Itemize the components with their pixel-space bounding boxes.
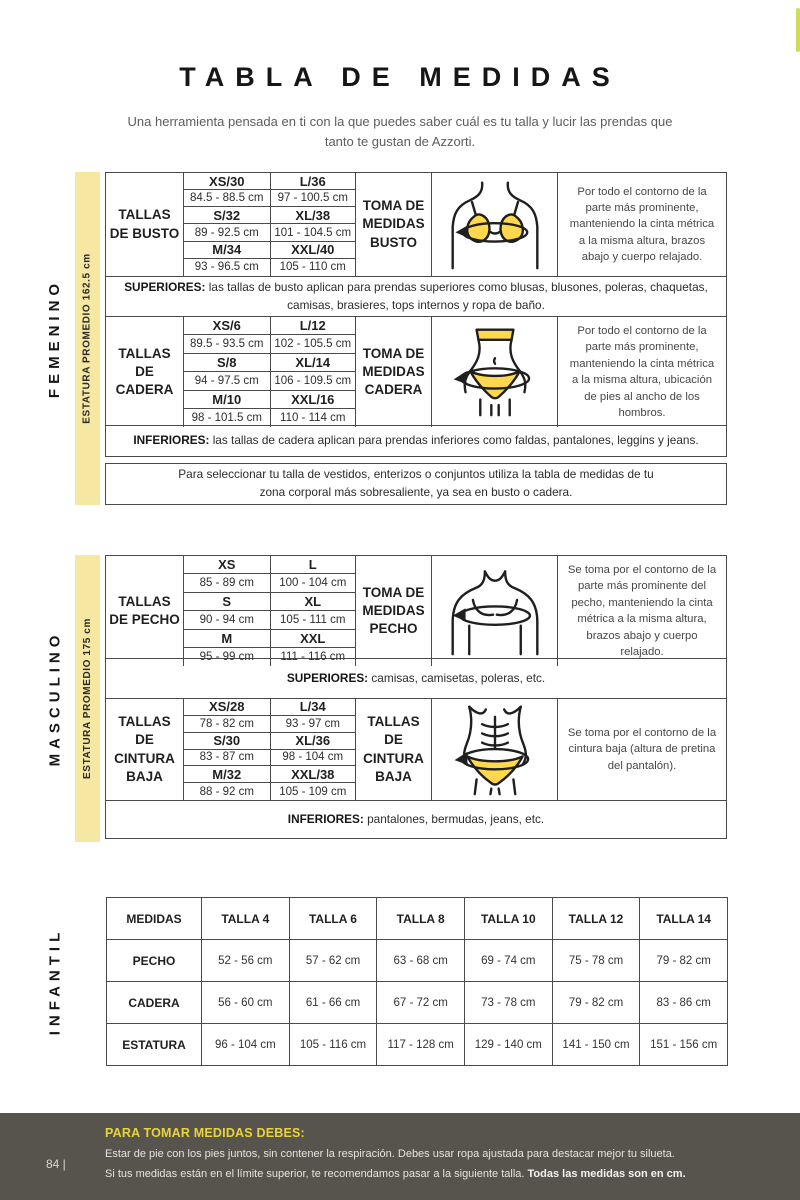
range-cell: 93 - 96.5 cm (194, 261, 259, 274)
male-chest-measure-illustration (439, 565, 551, 657)
range-cell: 111 - 116 cm (270, 648, 356, 666)
footer-line-2-bold: Todas las medidas son en cm. (527, 1167, 686, 1180)
infantil-cell: 61 - 66 cm (290, 982, 378, 1024)
row-label-busto: TALLAS DE BUSTO (109, 207, 180, 241)
range-cell: 78 - 82 cm (184, 716, 270, 733)
female-bust-measure-illustration (439, 179, 551, 271)
size-cell: S/30 (184, 733, 270, 750)
measure-row-cintura (106, 698, 726, 800)
range-cell: 93 - 97 cm (270, 716, 356, 733)
description-cadera: Por todo el contorno de la parte más prominente, manteniendo la cinta métrica a la misma altura, ubicación de pies al ancho de los hombros. (557, 317, 726, 427)
footer-line-2 (105, 1165, 686, 1185)
size-cell: XL (270, 593, 356, 611)
footer-heading: PARA TOMAR MEDIDAS DEBES: (105, 1126, 305, 1140)
note-superiores-masculino-label: SUPERIORES: (286, 670, 369, 685)
male-waist-measure-illustration (439, 704, 551, 796)
infantil-header: TALLA 10 (465, 898, 553, 940)
size-cell: XXL/16 (270, 391, 356, 409)
note-inferiores-masculino-text (288, 811, 544, 828)
infantil-cell: 56 - 60 cm (202, 982, 290, 1024)
range-cell: 105 - 110 cm (270, 259, 356, 276)
measure-row-cadera (106, 316, 726, 425)
measure-label-cadera: TOMA DE MEDIDAS CADERA (355, 317, 431, 427)
note-inferiores-masculino-label: INFERIORES: (287, 811, 364, 826)
range-cell: 100 - 104 cm (270, 574, 356, 592)
note-inferiores-femenino (106, 425, 726, 456)
note-inferiores-masculino (106, 800, 726, 838)
measure-row-busto (106, 173, 726, 276)
size-cell: M (184, 630, 270, 648)
note-superiores-masculino-body: camisas, camisetas, poleras, etc. (371, 670, 546, 685)
note-vestidos: Para seleccionar tu talla de vestidos, enterizos o conjuntos utiliza la tabla de medidas de tu zona corporal más sobresaliente, ya sea en busto o cadera. (105, 463, 727, 505)
range-cell: 98 - 101.5 cm (191, 412, 262, 425)
infantil-cell: 151 - 156 cm (640, 1024, 728, 1066)
illustration-cell-cintura (431, 699, 557, 800)
illustration-cell-pecho (431, 556, 557, 666)
size-cell: S (184, 593, 270, 611)
range-cell: 105 - 111 cm (270, 611, 356, 629)
measure-label-pecho: TOMA DE MEDIDAS PECHO (355, 556, 431, 666)
infantil-cell: 117 - 128 cm (377, 1024, 465, 1066)
section-label-infantil (40, 897, 70, 1065)
size-grid-pecho (183, 556, 355, 666)
infantil-row-label: ESTATURA (107, 1024, 202, 1066)
range-cell: 102 - 105.5 cm (270, 335, 356, 353)
size-cell: L/34 (270, 699, 356, 716)
range-cell: 101 - 104.5 cm (270, 224, 356, 241)
size-cell: XS (184, 556, 270, 574)
note-superiores-masculino-text (287, 670, 545, 687)
infantil-cell: 63 - 68 cm (377, 940, 465, 982)
size-cell: XS/30 (184, 173, 270, 190)
footer-line-1: Estar de pie con los pies juntos, sin contener la respiración. Debes usar ropa ajustada para destacar mejor tu silueta. (105, 1148, 675, 1160)
range-cell: 84.5 - 88.5 cm (184, 190, 270, 207)
size-cell: M/10 (184, 391, 270, 409)
range-cell: 85 - 89 cm (184, 574, 270, 592)
description-pecho: Se toma por el contorno de la parte más prominente del pecho, manteniendo la cinta métrica a la misma altura, brazos abajo y cuerpo relajado. (557, 556, 726, 666)
illustration-cell-cadera (431, 317, 557, 427)
size-table-femenino (105, 172, 727, 457)
infantil-cell: 83 - 86 cm (640, 982, 728, 1024)
infantil-cell: 69 - 74 cm (465, 940, 553, 982)
size-grid-busto (183, 173, 355, 276)
note-inferiores-masculino-body: pantalones, bermudas, jeans, etc. (367, 811, 545, 826)
size-grid-cadera (183, 317, 355, 427)
row-label-pecho: TALLAS DE PECHO (109, 593, 180, 628)
infantil-row-label: CADERA (107, 982, 202, 1024)
size-cell: XL/36 (270, 733, 356, 750)
size-table-infantil (106, 897, 728, 1066)
infantil-cell: 73 - 78 cm (465, 982, 553, 1024)
size-cell: XXL/40 (270, 242, 356, 259)
size-cell: S/8 (184, 354, 270, 372)
range-cell: 95 - 99 cm (199, 651, 254, 664)
infantil-cell: 75 - 78 cm (553, 940, 641, 982)
note-inferiores-femenino-text (133, 432, 698, 449)
size-cell: XL/14 (270, 354, 356, 372)
female-hips-measure-illustration (439, 326, 551, 418)
range-cell: 88 - 92 cm (199, 785, 254, 798)
section-label-infantil-text: INFANTIL (46, 927, 64, 1035)
infantil-cell: 105 - 116 cm (290, 1024, 378, 1066)
infantil-cell: 96 - 104 cm (202, 1024, 290, 1066)
section-label-masculino (40, 555, 70, 842)
range-cell: 83 - 87 cm (184, 750, 270, 767)
page-number: 84 | (46, 1157, 66, 1171)
estatura-bar-masculino (75, 555, 100, 842)
size-cell: XS/28 (184, 699, 270, 716)
infantil-header: TALLA 14 (640, 898, 728, 940)
infantil-cell: 79 - 82 cm (640, 940, 728, 982)
infantil-cell: 79 - 82 cm (553, 982, 641, 1024)
infantil-cell: 52 - 56 cm (202, 940, 290, 982)
range-cell: 105 - 109 cm (270, 783, 356, 800)
note-superiores-femenino (106, 276, 726, 316)
row-label-cintura: TALLAS DE CINTURA BAJA (114, 714, 175, 784)
range-cell: 110 - 114 cm (270, 409, 356, 427)
footer (0, 1113, 800, 1200)
section-label-masculino-text: MASCULINO (46, 630, 64, 767)
infantil-row-label: PECHO (107, 940, 202, 982)
infantil-header: TALLA 4 (202, 898, 290, 940)
size-cell: M/32 (184, 766, 270, 783)
range-cell: 94 - 97.5 cm (184, 372, 270, 390)
range-cell: 89.5 - 93.5 cm (184, 335, 270, 353)
page-subtitle: Una herramienta pensada en ti con la que puedes saber cuál es tu talla y lucir las prendas que tanto te gustan de Azzorti. (127, 114, 673, 150)
size-table-masculino (105, 555, 727, 839)
description-busto: Por todo el contorno de la parte más prominente, manteniendo la cinta métrica a la misma altura, brazos abajo y cuerpo relajado. (557, 173, 726, 276)
note-superiores-femenino-text (116, 279, 716, 313)
infantil-header: MEDIDAS (107, 898, 202, 940)
illustration-cell-busto (431, 173, 557, 276)
measure-label-cintura: TALLAS DE CINTURA BAJA (355, 699, 431, 800)
description-cintura: Se toma por el contorno de la cintura baja (altura de pretina del pantalón). (557, 699, 726, 800)
size-cell: L (270, 556, 356, 574)
infantil-cell: 141 - 150 cm (553, 1024, 641, 1066)
note-inferiores-femenino-body: las tallas de cadera aplican para prendas inferiores como faldas, pantalones, leggins y jeans. (212, 433, 699, 448)
measure-label-busto: TOMA DE MEDIDAS BUSTO (355, 173, 431, 276)
range-cell: 106 - 109.5 cm (270, 372, 356, 390)
size-cell: XL/38 (270, 207, 356, 224)
infantil-cell: 57 - 62 cm (290, 940, 378, 982)
range-cell: 90 - 94 cm (184, 611, 270, 629)
infantil-cell: 67 - 72 cm (377, 982, 465, 1024)
note-superiores-femenino-label: SUPERIORES: (124, 280, 206, 295)
row-label-cadera: TALLAS DE CADERA (115, 345, 174, 398)
infantil-header: TALLA 12 (553, 898, 641, 940)
size-cell: XXL (270, 630, 356, 648)
section-label-femenino-text: FEMENINO (46, 278, 64, 399)
size-cell: L/12 (270, 317, 356, 335)
page-title: TABLA DE MEDIDAS (179, 62, 621, 92)
size-cell: L/36 (270, 173, 356, 190)
section-label-femenino (40, 172, 70, 505)
footer-line-2-text: Si tus medidas están en el límite superior, te recomendamos pasar a la siguiente talla. (105, 1167, 525, 1180)
range-cell: 97 - 100.5 cm (270, 190, 356, 207)
estatura-bar-femenino (75, 172, 100, 505)
size-cell: M/34 (184, 242, 270, 259)
footer-content (105, 1126, 686, 1185)
infantil-cell: 129 - 140 cm (465, 1024, 553, 1066)
size-cell: S/32 (184, 207, 270, 224)
size-cell: XXL/38 (270, 766, 356, 783)
estatura-bar-masculino-text: ESTATURA PROMEDIO 175 cm (82, 618, 94, 779)
note-inferiores-femenino-label: INFERIORES: (133, 433, 210, 448)
range-cell: 98 - 104 cm (270, 750, 356, 767)
page-curl-accent (796, 8, 800, 52)
estatura-bar-femenino-text: ESTATURA PROMEDIO 162.5 cm (82, 253, 94, 424)
size-grid-cintura (183, 699, 355, 800)
range-cell: 89 - 92.5 cm (184, 224, 270, 241)
note-superiores-femenino-body: las tallas de busto aplican para prendas superiores como blusas, blusones, poleras, chaquetas, camisas, brasieres, tops internos y ropa de baño. (208, 280, 708, 312)
infantil-header: TALLA 8 (377, 898, 465, 940)
measure-row-pecho (106, 556, 726, 664)
size-cell: XS/6 (184, 317, 270, 335)
infantil-header: TALLA 6 (290, 898, 378, 940)
